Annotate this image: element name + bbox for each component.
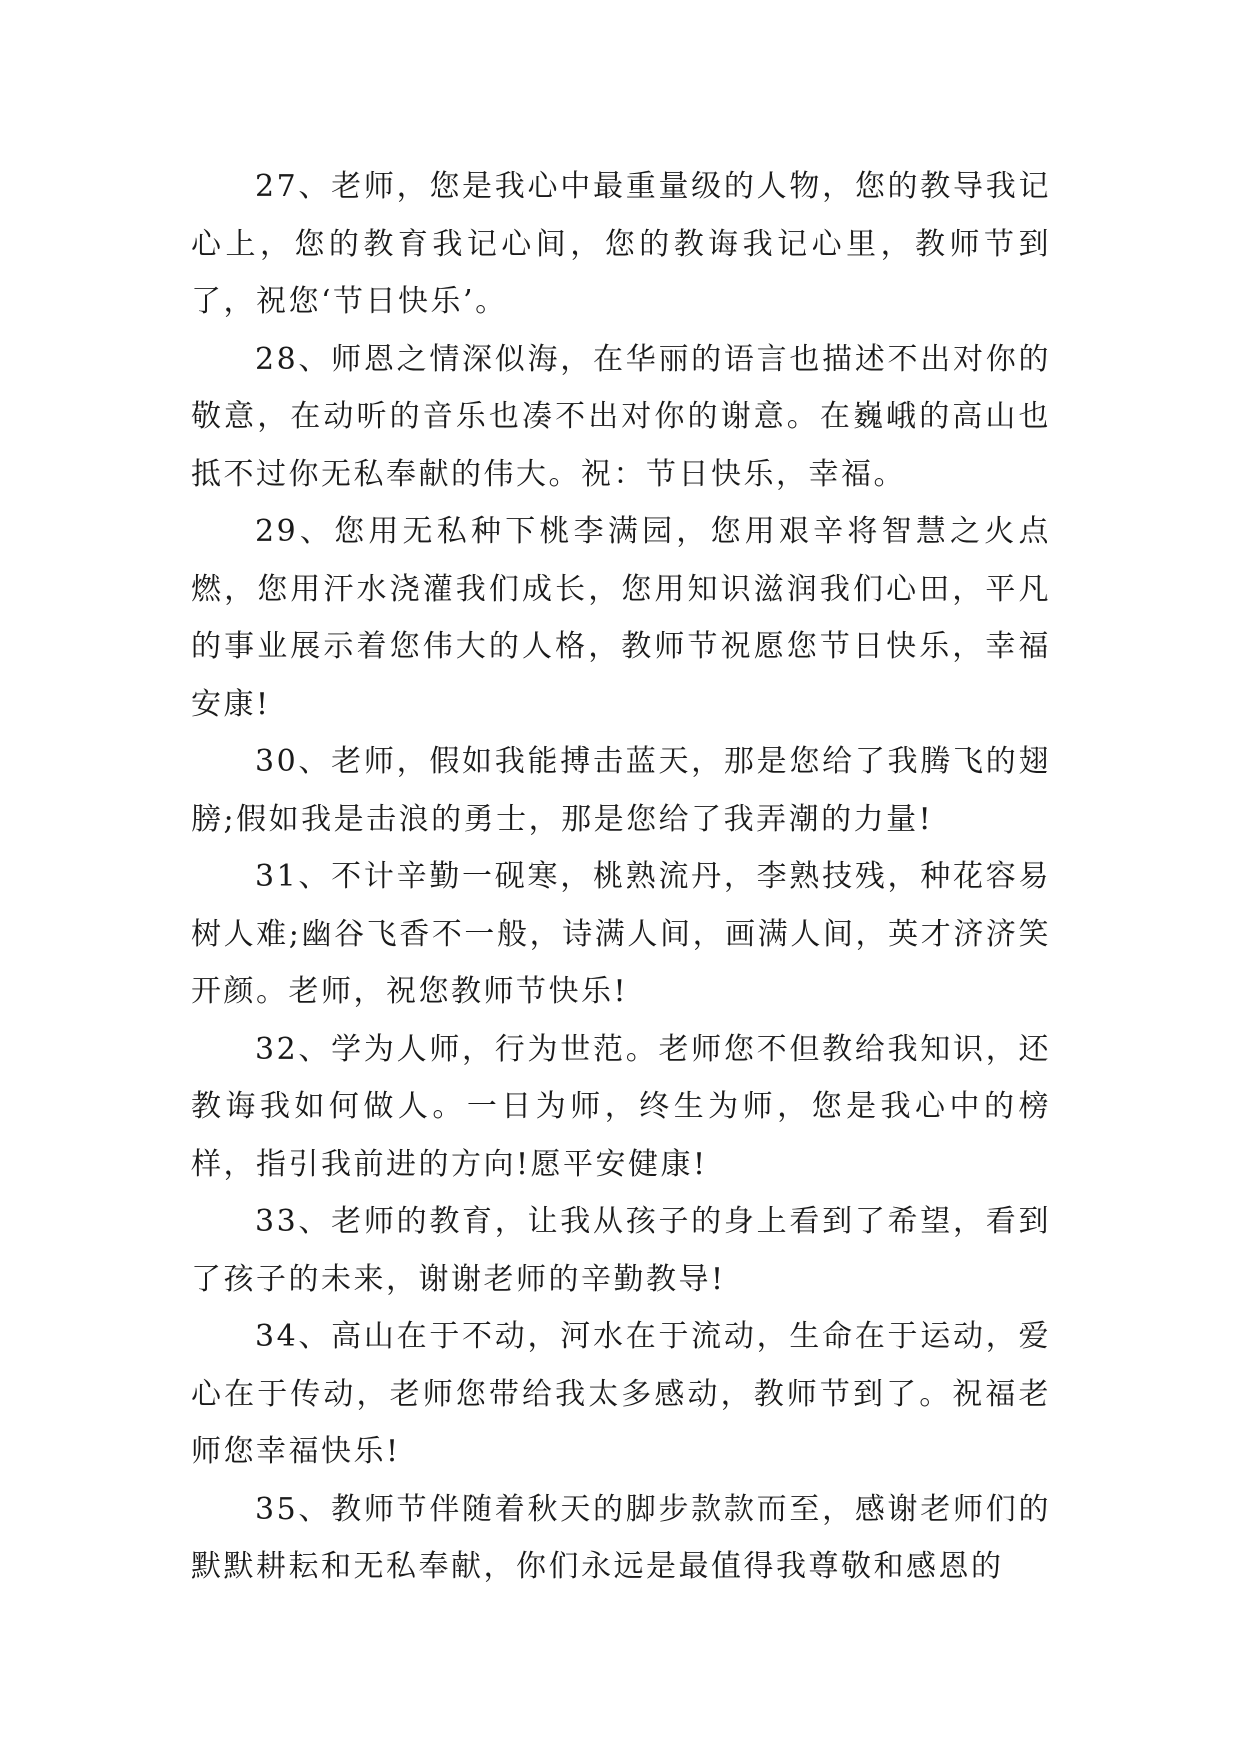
- paragraph-31: 31、不计辛勤一砚寒，桃熟流丹，李熟技残，种花容易树人难;幽谷飞香不一般，诗满人间，画满人间，英才济济笑开颜。老师，祝您教师节快乐!: [191, 859, 1051, 1009]
- paragraph-27: 27、老师，您是我心中最重量级的人物，您的教导我记心上，您的教育我记心间，您的教诲我记心里，教师节到了，祝您‘节日快乐’。: [191, 169, 1051, 319]
- paragraph-30: 30、老师，假如我能搏击蓝天，那是您给了我腾飞的翅膀;假如我是击浪的勇士，那是您给了我弄潮的力量!: [191, 744, 1051, 837]
- paragraph-32: 32、学为人师，行为世范。老师您不但教给我知识，还教诲我如何做人。一日为师，终生为师，您是我心中的榜样，指引我前进的方向!愿平安健康!: [191, 1031, 1051, 1182]
- paragraph-29: 29、您用无私种下桃李满园，您用艰辛将智慧之火点燃，您用汗水浇灌我们成长，您用知识滋润我们心田，平凡的事业展示着您伟大的人格，教师节祝愿您节日快乐，幸福安康!: [191, 514, 1051, 722]
- paragraph-33: 33、老师的教育，让我从孩子的身上看到了希望，看到了孩子的未来，谢谢老师的辛勤教导!: [191, 1204, 1051, 1297]
- paragraph-28: 28、师恩之情深似海，在华丽的语言也描述不出对你的敬意，在动听的音乐也凑不出对你的谢意。在巍峨的高山也抵不过你无私奉献的伟大。祝：节日快乐，幸福。: [191, 341, 1051, 492]
- document-body: [191, 158, 1051, 1596]
- paragraph-35: 35、教师节伴随着秋天的脚步款款而至，感谢老师们的默默耕耘和无私奉献，你们永远是最值得我尊敬和感恩的: [191, 1491, 1051, 1584]
- paragraph-34: 34、高山在于不动，河水在于流动，生命在于运动，爱心在于传动，老师您带给我太多感动，教师节到了。祝福老师您幸福快乐!: [191, 1319, 1051, 1469]
